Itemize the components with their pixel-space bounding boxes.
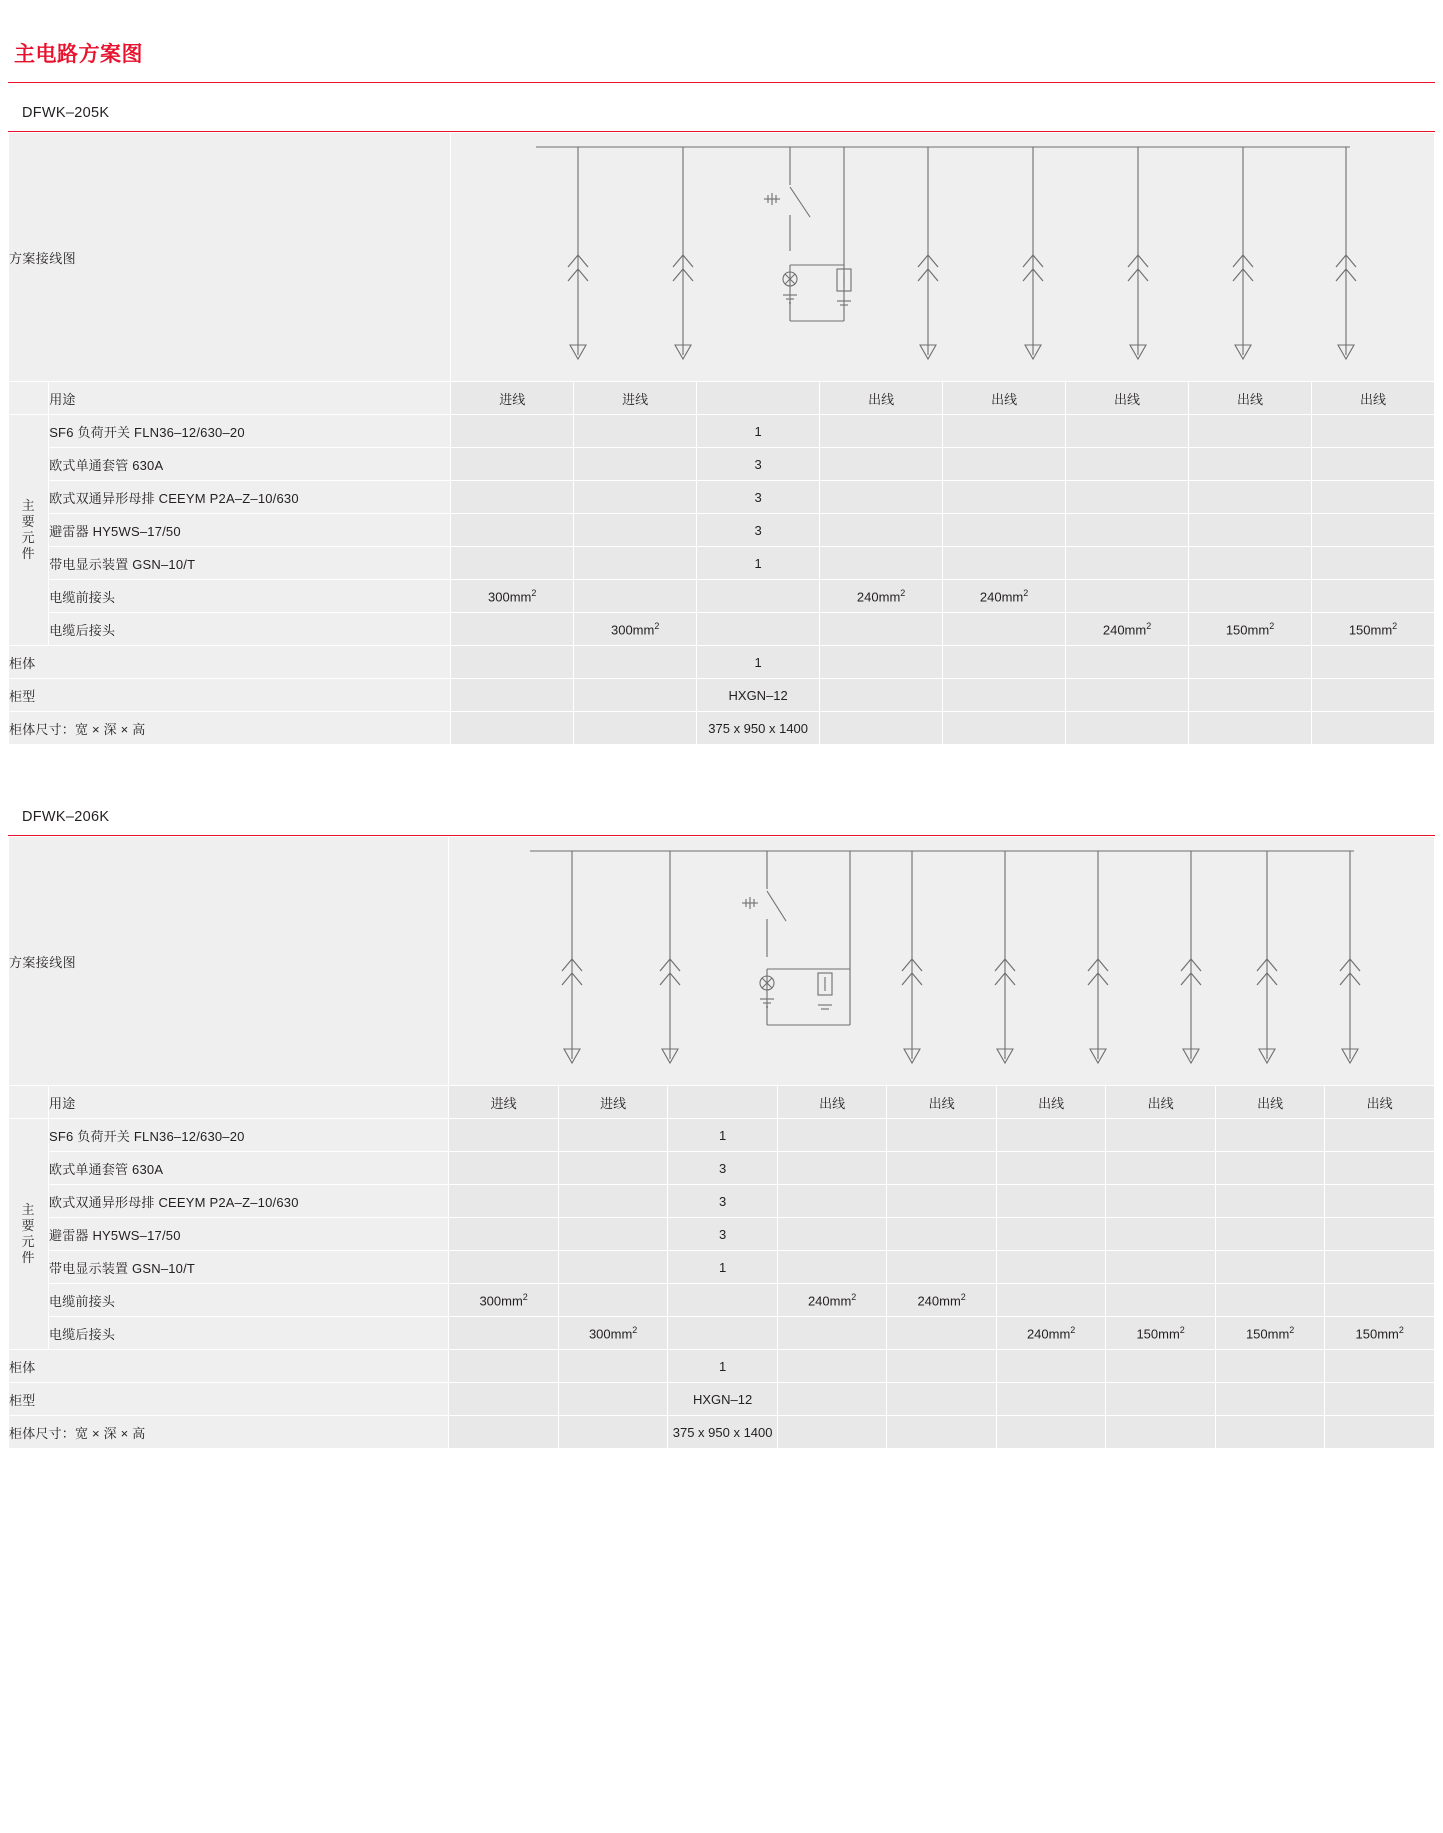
cabinet-body-value [943, 646, 1066, 679]
cabinet-body-row [9, 646, 1435, 679]
row-value [996, 1185, 1106, 1218]
row-value [1215, 1185, 1325, 1218]
row-value: 1 [697, 547, 820, 580]
row-value: $240mm^2$ [820, 580, 943, 613]
usage-value: 进线 [449, 1086, 559, 1119]
row-value [887, 1251, 997, 1284]
row-value [451, 613, 574, 646]
single-line-diagram-1 [451, 133, 1435, 382]
cabinet-size-value [943, 712, 1066, 745]
main-components-text: 主要元件 [21, 497, 36, 562]
row-value [820, 613, 943, 646]
row-value: $300mm^2$ [574, 613, 697, 646]
row-value: 3 [668, 1218, 778, 1251]
row-value: 1 [668, 1119, 778, 1152]
cabinet-type-value [451, 679, 574, 712]
row-label: 避雷器 HY5WS–17/50 [49, 514, 451, 547]
row-value: $300mm^2$ [558, 1317, 668, 1350]
row-value: $300mm^2$ [449, 1284, 559, 1317]
row-value [996, 1152, 1106, 1185]
row-value [451, 514, 574, 547]
row-label: 带电显示装置 GSN–10/T [49, 547, 451, 580]
usage-value: 出线 [1066, 382, 1189, 415]
scheme-table-2 [8, 836, 1435, 1449]
cabinet-body-value [1066, 646, 1189, 679]
row-value [449, 1119, 559, 1152]
row-value [943, 415, 1066, 448]
row-value [451, 481, 574, 514]
scheme-code-1: DFWK–205K [22, 105, 110, 121]
row-value [777, 1317, 887, 1350]
scheme-code-2: DFWK–206K [22, 809, 110, 825]
row-label: 欧式单通套管 630A [49, 448, 451, 481]
row-value [887, 1152, 997, 1185]
cabinet-body-value [558, 1350, 668, 1383]
row-label: 带电显示装置 GSN–10/T [49, 1251, 449, 1284]
row-value [1325, 1119, 1435, 1152]
row-value: $150mm^2$ [1215, 1317, 1325, 1350]
row-value [943, 514, 1066, 547]
row-value [558, 1119, 668, 1152]
usage-value: 出线 [1106, 1086, 1216, 1119]
cabinet-size-value [449, 1416, 559, 1449]
block-gap [0, 745, 1443, 787]
row-label: 避雷器 HY5WS–17/50 [49, 1218, 449, 1251]
row-value [558, 1218, 668, 1251]
row-value [449, 1218, 559, 1251]
row-value [1066, 448, 1189, 481]
table-row [9, 1317, 1435, 1350]
row-value [996, 1119, 1106, 1152]
usage-value [697, 382, 820, 415]
cabinet-type-row [9, 1383, 1435, 1416]
row-value [1325, 1218, 1435, 1251]
row-value: $240mm^2$ [777, 1284, 887, 1317]
row-value [1106, 1152, 1216, 1185]
row-value [1106, 1251, 1216, 1284]
cabinet-size-value [1312, 712, 1435, 745]
table-row [9, 1185, 1435, 1218]
table-row [9, 1251, 1435, 1284]
table-row [9, 514, 1435, 547]
row-value [996, 1284, 1106, 1317]
scheme-block-1 [8, 83, 1435, 745]
row-value: $240mm^2$ [996, 1317, 1106, 1350]
table-row [9, 580, 1435, 613]
cabinet-body-value [574, 646, 697, 679]
usage-value: 出线 [1312, 382, 1435, 415]
diagram-row-label: 方案接线图 [9, 133, 451, 382]
cabinet-type-value [574, 679, 697, 712]
row-value [697, 613, 820, 646]
row-value [1106, 1119, 1216, 1152]
row-value [697, 580, 820, 613]
cabinet-type-value [996, 1383, 1106, 1416]
spacer-cell [9, 382, 49, 415]
row-value [820, 481, 943, 514]
cabinet-type-label: 柜型 [9, 679, 451, 712]
row-value [887, 1119, 997, 1152]
cabinet-body-row [9, 1350, 1435, 1383]
cabinet-size-value [1106, 1416, 1216, 1449]
row-value [574, 514, 697, 547]
cabinet-body-value [887, 1350, 997, 1383]
usage-value: 出线 [1189, 382, 1312, 415]
row-value [943, 448, 1066, 481]
row-value [449, 1251, 559, 1284]
row-value [777, 1251, 887, 1284]
scheme-block-2 [8, 787, 1435, 1449]
table-row [9, 1152, 1435, 1185]
cabinet-size-value [1325, 1416, 1435, 1449]
table-row [9, 547, 1435, 580]
spacer-cell [9, 1086, 49, 1119]
cabinet-type-value [449, 1383, 559, 1416]
cabinet-size-value [1189, 712, 1312, 745]
row-value [574, 415, 697, 448]
row-value: 1 [668, 1251, 778, 1284]
cabinet-body-value [1106, 1350, 1216, 1383]
row-value [1312, 514, 1435, 547]
cabinet-type-value [943, 679, 1066, 712]
row-value [1066, 514, 1189, 547]
row-value [558, 1152, 668, 1185]
usage-value: 出线 [820, 382, 943, 415]
diagram-row-label: 方案接线图 [9, 837, 449, 1086]
usage-value: 出线 [1325, 1086, 1435, 1119]
row-value: $150mm^2$ [1106, 1317, 1216, 1350]
row-value [1215, 1218, 1325, 1251]
row-value [1325, 1251, 1435, 1284]
row-label: SF6 负荷开关 FLN36–12/630–20 [49, 415, 451, 448]
diagram-row [9, 837, 1435, 1086]
cabinet-size-value [1215, 1416, 1325, 1449]
cabinet-body-value [1325, 1350, 1435, 1383]
cabinet-type-value [777, 1383, 887, 1416]
cabinet-size-value [558, 1416, 668, 1449]
row-value [574, 547, 697, 580]
row-value: $300mm^2$ [451, 580, 574, 613]
usage-value: 出线 [1215, 1086, 1325, 1119]
row-value [558, 1284, 668, 1317]
main-components-label [9, 1119, 49, 1350]
row-value [1066, 547, 1189, 580]
table-row [9, 1218, 1435, 1251]
diagram-row [9, 133, 1435, 382]
cabinet-body-value [449, 1350, 559, 1383]
row-value [777, 1152, 887, 1185]
row-value [1189, 415, 1312, 448]
cabinet-type-value [1106, 1383, 1216, 1416]
row-value [1215, 1251, 1325, 1284]
row-value [668, 1317, 778, 1350]
row-value [1312, 415, 1435, 448]
row-value [449, 1185, 559, 1218]
cabinet-body-value [820, 646, 943, 679]
row-value [943, 613, 1066, 646]
row-label: SF6 负荷开关 FLN36–12/630–20 [49, 1119, 449, 1152]
row-value: $240mm^2$ [887, 1284, 997, 1317]
row-value [820, 415, 943, 448]
row-value [449, 1152, 559, 1185]
cabinet-body-value [777, 1350, 887, 1383]
main-components-label [9, 415, 49, 646]
row-value [1215, 1284, 1325, 1317]
row-value [1215, 1119, 1325, 1152]
cabinet-size-value: 375 x 950 x 1400 [668, 1416, 778, 1449]
row-value [449, 1317, 559, 1350]
usage-value: 出线 [996, 1086, 1106, 1119]
row-value: 3 [697, 514, 820, 547]
row-value: 3 [697, 448, 820, 481]
row-value [996, 1218, 1106, 1251]
row-label: 电缆前接头 [49, 1284, 449, 1317]
cabinet-body-value [1312, 646, 1435, 679]
row-value [1215, 1152, 1325, 1185]
cabinet-size-value: 375 x 950 x 1400 [697, 712, 820, 745]
row-value [668, 1284, 778, 1317]
cabinet-body-label: 柜体 [9, 646, 451, 679]
cabinet-type-value [1066, 679, 1189, 712]
cabinet-size-label: 柜体尺寸：宽 × 深 × 高 [9, 1416, 449, 1449]
cabinet-body-value [451, 646, 574, 679]
cabinet-type-value [1189, 679, 1312, 712]
cabinet-body-value: 1 [697, 646, 820, 679]
cabinet-size-value [777, 1416, 887, 1449]
row-value [1312, 580, 1435, 613]
usage-value: 进线 [451, 382, 574, 415]
row-value [1312, 481, 1435, 514]
row-value [451, 547, 574, 580]
row-value [1312, 547, 1435, 580]
row-value [1189, 448, 1312, 481]
row-value [777, 1119, 887, 1152]
row-value [887, 1218, 997, 1251]
row-value [1106, 1284, 1216, 1317]
row-value: $150mm^2$ [1189, 613, 1312, 646]
row-value [996, 1251, 1106, 1284]
usage-value: 出线 [887, 1086, 997, 1119]
row-value [820, 514, 943, 547]
row-value: 3 [668, 1185, 778, 1218]
row-value [574, 448, 697, 481]
row-label: 电缆后接头 [49, 613, 451, 646]
cabinet-body-label: 柜体 [9, 1350, 449, 1383]
cabinet-type-value: HXGN–12 [697, 679, 820, 712]
cabinet-size-value [820, 712, 943, 745]
row-value [558, 1251, 668, 1284]
row-value [943, 547, 1066, 580]
cabinet-body-value [1189, 646, 1312, 679]
cabinet-type-value [1325, 1383, 1435, 1416]
cabinet-body-value: 1 [668, 1350, 778, 1383]
row-label: 欧式双通异形母排 CEEYM P2A–Z–10/630 [49, 1185, 449, 1218]
row-value: 1 [697, 415, 820, 448]
cabinet-type-label: 柜型 [9, 1383, 449, 1416]
table-row [9, 613, 1435, 646]
row-value: 3 [668, 1152, 778, 1185]
row-value [820, 547, 943, 580]
cabinet-size-value [1066, 712, 1189, 745]
scheme-table-1 [8, 132, 1435, 745]
row-value [558, 1185, 668, 1218]
cabinet-size-value [887, 1416, 997, 1449]
row-value [777, 1185, 887, 1218]
usage-value: 进线 [574, 382, 697, 415]
cabinet-size-label: 柜体尺寸：宽 × 深 × 高 [9, 712, 451, 745]
table-row [9, 1119, 1435, 1152]
row-value [820, 448, 943, 481]
row-value [1066, 415, 1189, 448]
cabinet-type-value [1215, 1383, 1325, 1416]
row-value [451, 448, 574, 481]
cabinet-type-value [1312, 679, 1435, 712]
row-value [1325, 1284, 1435, 1317]
usage-value: 进线 [558, 1086, 668, 1119]
cabinet-size-value [451, 712, 574, 745]
row-value [574, 481, 697, 514]
cabinet-type-value [887, 1383, 997, 1416]
row-label: 欧式单通套管 630A [49, 1152, 449, 1185]
main-components-text: 主要元件 [21, 1201, 36, 1266]
cabinet-size-value [574, 712, 697, 745]
row-value: $150mm^2$ [1325, 1317, 1435, 1350]
usage-header: 用途 [49, 1086, 449, 1119]
usage-value [668, 1086, 778, 1119]
cabinet-size-row [9, 712, 1435, 745]
page-title: 主电路方案图 [14, 43, 143, 66]
cabinet-body-value [996, 1350, 1106, 1383]
single-line-diagram-2 [449, 837, 1435, 1086]
usage-value: 出线 [777, 1086, 887, 1119]
row-value [1066, 580, 1189, 613]
row-value [1189, 481, 1312, 514]
row-value: 3 [697, 481, 820, 514]
row-value [1106, 1218, 1216, 1251]
row-label: 欧式双通异形母排 CEEYM P2A–Z–10/630 [49, 481, 451, 514]
usage-header: 用途 [49, 382, 451, 415]
row-value [1189, 514, 1312, 547]
table-row [9, 415, 1435, 448]
row-value [777, 1218, 887, 1251]
row-value [943, 481, 1066, 514]
row-label: 电缆后接头 [49, 1317, 449, 1350]
row-value [1189, 580, 1312, 613]
row-value [574, 580, 697, 613]
cabinet-size-value [996, 1416, 1106, 1449]
row-value [1066, 481, 1189, 514]
row-value [1106, 1185, 1216, 1218]
usage-row [9, 1086, 1435, 1119]
cabinet-body-value [1215, 1350, 1325, 1383]
cabinet-type-value [558, 1383, 668, 1416]
row-value [1325, 1185, 1435, 1218]
cabinet-type-value [820, 679, 943, 712]
cabinet-size-row [9, 1416, 1435, 1449]
row-value [451, 415, 574, 448]
row-value [887, 1317, 997, 1350]
row-value: $240mm^2$ [943, 580, 1066, 613]
table-row [9, 1284, 1435, 1317]
usage-row [9, 382, 1435, 415]
cabinet-type-value: HXGN–12 [668, 1383, 778, 1416]
row-label: 电缆前接头 [49, 580, 451, 613]
row-value: $150mm^2$ [1312, 613, 1435, 646]
row-value [887, 1185, 997, 1218]
table-row [9, 481, 1435, 514]
cabinet-type-row [9, 679, 1435, 712]
table-row [9, 448, 1435, 481]
row-value [1325, 1152, 1435, 1185]
row-value [1189, 547, 1312, 580]
usage-value: 出线 [943, 382, 1066, 415]
row-value: $240mm^2$ [1066, 613, 1189, 646]
row-value [1312, 448, 1435, 481]
